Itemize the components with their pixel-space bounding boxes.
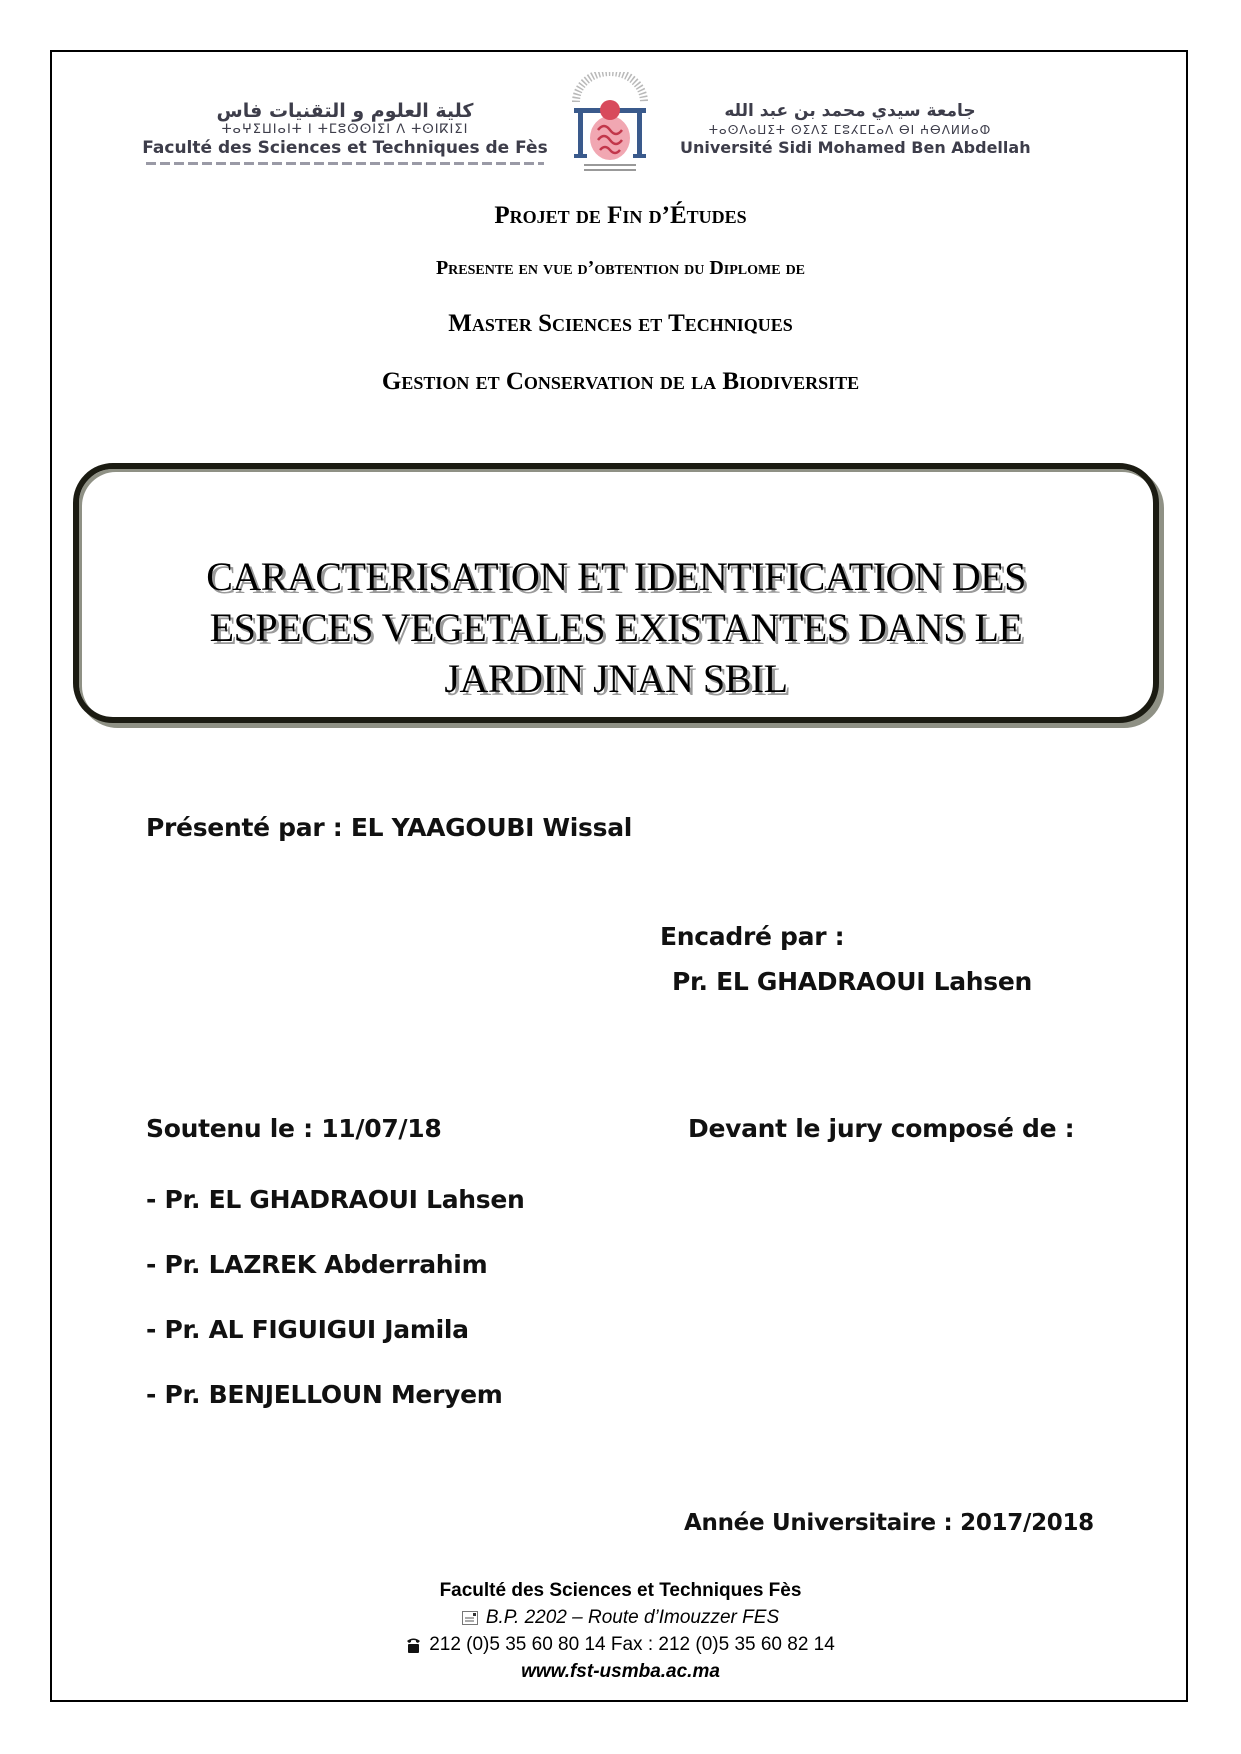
faculty-name-arabic: كلية العلوم و التقنيات فاس [216, 100, 474, 122]
jury-member: - Pr. BENJELLOUN Meryem [146, 1380, 503, 1409]
jury-member: - Pr. AL FIGUIGUI Jamila [146, 1315, 469, 1344]
footer-phone: 212 (0)5 35 60 80 14 Fax : 212 (0)5 35 60 82 14 [429, 1634, 835, 1655]
thesis-title-line-2: ESPECES VEGETALES EXISTANTES DANS LE [209, 605, 1023, 650]
specialization: Gestion et Conservation de la Biodiversite [381, 368, 860, 395]
footer-institution: Faculté des Sciences et Techniques Fès [439, 1580, 802, 1601]
jury-member: - Pr. EL GHADRAOUI Lahsen [146, 1185, 525, 1214]
footer-address: B.P. 2202 – Route d’Imouzzer FES [485, 1607, 780, 1628]
university-name-tifinagh: ⵜⴰⵙⴷⴰⵡⵉⵜ ⵙⵉⴷⵉ ⵎⵓⵃⵎⵎⴰⴷ ⴱⵏ ⵄⴱⴷⵍⵍⴰⵀ [708, 123, 992, 137]
supervisor-name: Pr. EL GHADRAOUI Lahsen [672, 967, 1033, 996]
degree-name: Master Sciences et Techniques [448, 310, 793, 337]
academic-year: Année Universitaire : 2017/2018 [684, 1510, 1094, 1536]
telephone-icon [406, 1637, 421, 1653]
supervised-by-label: Encadré par : [660, 922, 845, 951]
thesis-title [79, 551, 1153, 704]
thesis-title-line-3: JARDIN JNAN SBIL [444, 656, 788, 701]
mailbox-icon [462, 1611, 478, 1625]
university-name-french: Université Sidi Mohamed Ben Abdellah [680, 138, 1031, 157]
faculty-name-french: Faculté des Sciences et Techniques de Fès [142, 138, 548, 158]
jury-member: - Pr. LAZREK Abderrahim [146, 1250, 488, 1279]
university-header [680, 100, 1031, 158]
footer-address-line [0, 1607, 1241, 1629]
document-type: Projet de Fin d’Études [494, 202, 747, 229]
thesis-title-box [73, 463, 1159, 723]
thesis-title-line-1: CARACTERISATION ET IDENTIFICATION DES [206, 554, 1026, 599]
faculty-name-tifinagh: ⵜⴰⵖⵉⵡⵏⴰⵏⵜ ⵏ ⵜⵎⵓⵙⵙⵏⵉⵏ ⴷ ⵜⵙⵏⴽⵏⵉⵏ [221, 122, 469, 137]
university-logo-icon [570, 72, 650, 174]
defense-date: Soutenu le : 11/07/18 [146, 1114, 442, 1143]
jury-label: Devant le jury composé de : [688, 1114, 1075, 1143]
footer-website[interactable]: www.fst-usmba.ac.ma [521, 1661, 720, 1682]
footer-phone-line [0, 1634, 1241, 1656]
degree-intro: Presente en vue d’obtention du Diplome de [435, 257, 806, 279]
university-name-arabic: جامعة سيدي محمد بن عبد الله [724, 101, 976, 121]
faculty-header [140, 100, 550, 165]
presented-by: Présenté par : EL YAAGOUBI Wissal [146, 813, 633, 842]
page-border [50, 50, 1188, 1702]
faculty-underline [146, 162, 544, 165]
